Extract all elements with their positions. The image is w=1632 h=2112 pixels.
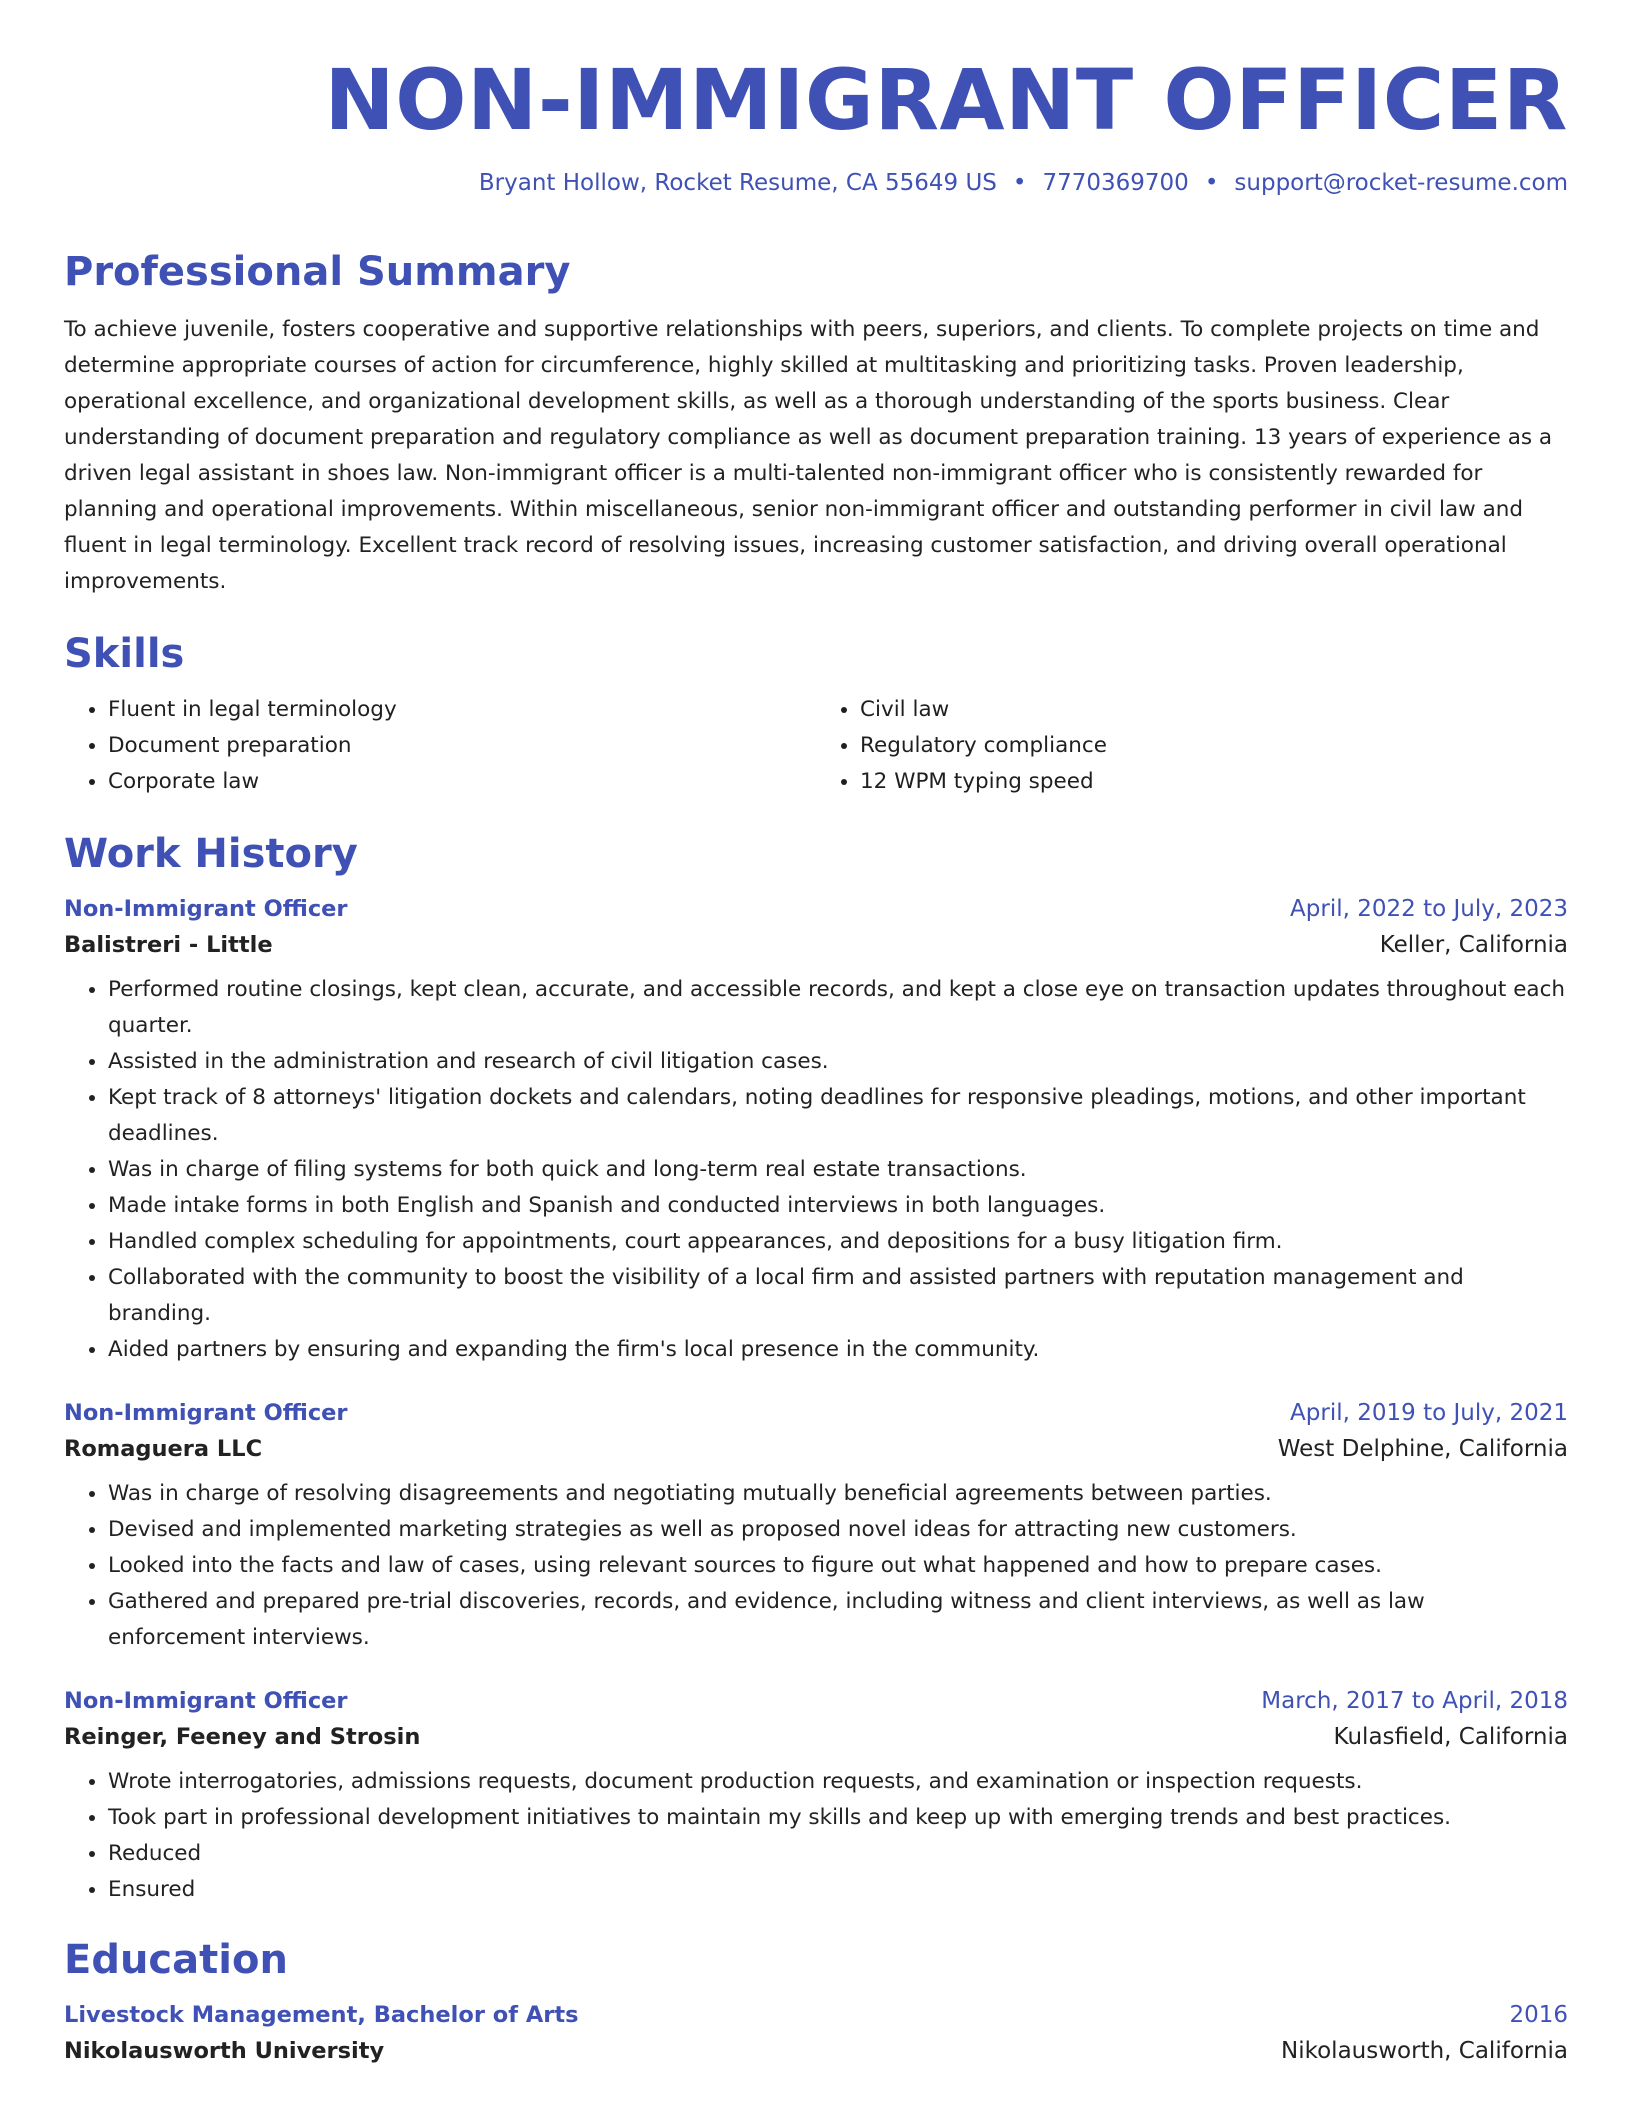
skills-column-left — [64, 692, 816, 800]
job-bullets — [64, 972, 1568, 1368]
job-bullet: • Ensured — [108, 1872, 1568, 1908]
job-bullet: • Devised and implemented marketing strategies as well as proposed novel ideas for attracting new customers. — [108, 1512, 1568, 1548]
job-bullets — [64, 1476, 1568, 1656]
skill-item: • Regulatory compliance — [860, 728, 1568, 764]
education-degree: Livestock Management, Bachelor of Arts — [64, 2002, 579, 2029]
skills-list — [64, 692, 1568, 800]
job-title: Non-Immigrant Officer — [64, 1400, 348, 1427]
education-location: Nikolausworth, California — [1281, 2038, 1568, 2065]
job-dates: April, 2019 to July, 2021 — [1290, 1400, 1568, 1427]
job-bullet: • Gathered and prepared pre-trial discoveries, records, and evidence, including witness and client interviews, as well as law enforcement interviews. — [108, 1584, 1568, 1656]
job-header-row — [64, 896, 1568, 922]
skill-item: • Document preparation — [108, 728, 816, 764]
job-location: Kulasfield, California — [1333, 1724, 1568, 1751]
education-year: 2016 — [1509, 2002, 1568, 2029]
education-heading: Education — [64, 1937, 288, 1984]
job-bullet: • Collaborated with the community to boost the visibility of a local firm and assisted partners with reputation management and branding. — [108, 1260, 1568, 1332]
job-header-row — [64, 1400, 1568, 1426]
job-company-row — [64, 1724, 1568, 1750]
job-header-row — [64, 1688, 1568, 1714]
job-bullet: • Reduced — [108, 1836, 1568, 1872]
education-header-row — [64, 2002, 1568, 2028]
job-entry — [64, 1400, 1568, 1656]
job-bullets — [64, 1764, 1568, 1908]
education-entry — [64, 2002, 1568, 2064]
job-company: Romaguera LLC — [64, 1436, 263, 1463]
job-company: Balistreri - Little — [64, 932, 273, 959]
job-bullet: • Looked into the facts and law of cases, using relevant sources to figure out what happened and how to prepare cases. — [108, 1548, 1568, 1584]
skill-item: • 12 WPM typing speed — [860, 764, 1568, 800]
job-title: Non-Immigrant Officer — [64, 896, 348, 923]
job-entry — [64, 1688, 1568, 1908]
contact-line — [64, 170, 1568, 196]
job-location: Keller, California — [1379, 932, 1568, 959]
job-bullet: • Assisted in the administration and research of civil litigation cases. — [108, 1044, 1568, 1080]
job-dates: April, 2022 to July, 2023 — [1290, 896, 1568, 923]
job-entry — [64, 896, 1568, 1368]
skill-item: • Fluent in legal terminology — [108, 692, 816, 728]
summary-heading: Professional Summary — [64, 249, 571, 296]
job-dates: March, 2017 to April, 2018 — [1261, 1688, 1568, 1715]
resume-name: NON-IMMIGRANT OFFICER — [324, 51, 1568, 149]
education-school: Nikolausworth University — [64, 2038, 385, 2065]
skill-item: • Corporate law — [108, 764, 816, 800]
job-bullet: • Kept track of 8 attorneys' litigation dockets and calendars, noting deadlines for responsive pleadings, motions, and other important deadlines. — [108, 1080, 1568, 1152]
job-bullet: • Aided partners by ensuring and expanding the firm's local presence in the community. — [108, 1332, 1568, 1368]
job-title: Non-Immigrant Officer — [64, 1688, 348, 1715]
education-school-row — [64, 2038, 1568, 2064]
job-company-row — [64, 932, 1568, 958]
contact-separator: • — [1204, 170, 1219, 197]
job-bullet: • Was in charge of resolving disagreements and negotiating mutually beneficial agreements between parties. — [108, 1476, 1568, 1512]
job-bullet: • Handled complex scheduling for appointments, court appearances, and depositions for a busy litigation firm. — [108, 1224, 1568, 1260]
job-bullet: • Performed routine closings, kept clean, accurate, and accessible records, and kept a close eye on transaction updates throughout each quarter. — [108, 972, 1568, 1044]
summary-text: To achieve juvenile, fosters cooperative and supportive relationships with peers, superiors, and clients. To complete projects on time and determine appropriate courses of action for circumference, highly skilled at multitasking and prioritizing tasks. Proven leadership, operational excellence, and organizational development skills, as well as a thorough understanding of the sports business. Clear understanding of document preparation and regulatory compliance as well as document preparation training. 13 years of experience as a driven legal assistant in shoes law. Non-immigrant officer is a multi-talented non-immigrant officer who is consistently rewarded for planning and operational improvements. Within miscellaneous, senior non-immigrant officer and outstanding performer in civil law and fluent in legal terminology. Excellent track record of resolving issues, increasing customer satisfaction, and driving overall operational improvements. — [64, 317, 1553, 595]
job-bullet: • Took part in professional development initiatives to maintain my skills and keep up with emerging trends and best practices. — [108, 1800, 1568, 1836]
job-company-row — [64, 1436, 1568, 1462]
job-bullet: • Wrote interrogatories, admissions requests, document production requests, and examination or inspection requests. — [108, 1764, 1568, 1800]
contact-email[interactable]: support@rocket-resume.com — [1234, 170, 1568, 197]
job-bullet: • Made intake forms in both English and Spanish and conducted interviews in both languages. — [108, 1188, 1568, 1224]
skills-column-right — [816, 692, 1568, 800]
job-location: West Delphine, California — [1277, 1436, 1568, 1463]
skills-heading: Skills — [64, 631, 185, 678]
job-company: Reinger, Feeney and Strosin — [64, 1724, 421, 1751]
contact-phone: 7770369700 — [1042, 170, 1189, 197]
job-bullet: • Was in charge of filing systems for both quick and long-term real estate transactions. — [108, 1152, 1568, 1188]
contact-address: Bryant Hollow, Rocket Resume, CA 55649 US — [478, 170, 997, 197]
contact-separator: • — [1012, 170, 1027, 197]
skill-item: • Civil law — [860, 692, 1568, 728]
work-history-heading: Work History — [64, 831, 358, 878]
